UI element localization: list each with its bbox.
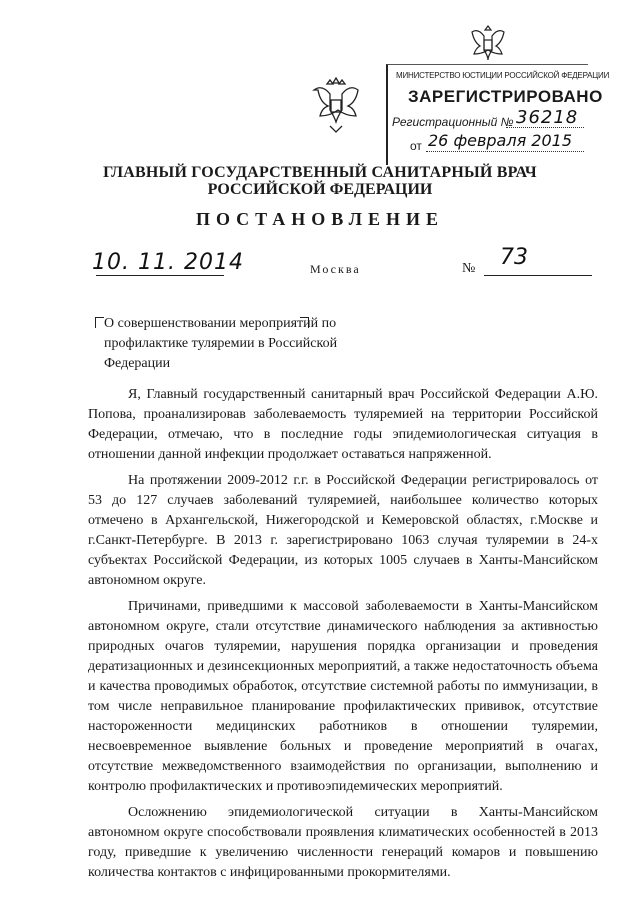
registration-stamp [386,64,610,165]
body-paragraph: Я, Главный государственный санитарный врач Российской Федерации А.Ю. Попова, проанализировав заболеваемость туляремией на территории Российской Федерации, отмечаю, что в последние годы эпидемиологическая ситуация в отношении данной инфекции продолжает оставаться напряженной. [88,387,598,462]
body-paragraph: Причинами, приведшими к массовой заболеваемости в Ханты-Мансийском автономном округе, стали отсутствие динамического наблюдения за активностью природных очагов туляремии, нарушения порядка организации и проведения дератизационных и дезинсекционных мероприятий, а также недостаточность объема и качества проводимых обработок, отсутствие системной работы по иммунизации, в том числе неправильное планирование профилактических прививок, отсутствие настороженности медицинских работников в отношении туляремии, несвоевременное выявление больных и проведение мероприятий в очагах, отсутствие межведомственного взаимодействия по организации, выполнению и контролю профилактических и противоэпидемических мероприятий. [88,599,598,794]
document-subject: О совершенствовании мероприятий по профилактике туляремии в Российской Федерации [104,316,338,371]
coat-of-arms-icon [466,20,510,66]
document-body [88,385,598,889]
stamp-date: 26 февраля 2015 [428,131,573,150]
document-city: Москва [310,262,361,276]
subject-bracket-left [95,317,104,328]
number-sign: № [462,261,476,276]
stamp-reg-number: 36218 [516,107,579,128]
body-paragraph: На протяжении 2009-2012 г.г. в Российской Федерации регистрировалось от 53 до 127 случаев заболеваний туляремией, наибольшее количество которых отмечено в Архангельской, Нижегородской и Кемеровской областях, г.Москве и г.Санкт-Петербурге. В 2013 г. зарегистрировано 1063 случая туляремии в 24-х субъектах Российской Федерации, из которых 1005 случаев в Ханты-Мансийском автономном округе. [88,473,598,588]
issuer-title: ГЛАВНЫЙ ГОСУДАРСТВЕННЫЙ САНИТАРНЫЙ ВРАЧ [103,164,537,181]
stamp-registered: ЗАРЕГИСТРИРОВАНО [408,87,603,106]
number-underline [484,275,592,276]
stamp-reg-label: Регистрационный № [392,115,514,129]
document-type: ПОСТАНОВЛЕНИЕ [195,209,445,229]
document-number: 73 [500,245,528,270]
date-underline [96,275,224,276]
document-date: 10. 11. 2014 [92,250,244,275]
coat-of-arms-icon [310,76,362,134]
stamp-date-prefix: от [410,139,422,153]
stamp-ministry: МИНИСТЕРСТВО ЮСТИЦИИ РОССИЙСКОЙ ФЕДЕРАЦИИ [396,71,610,80]
body-paragraph: Осложнению эпидемиологической ситуации в Ханты-Мансийском автономном округе способствовали проявления климатических особенностей в 2013 году, приведшие к увеличению численности генераций комаров и повышению количества контактов с инфицированными прокормителями. [88,805,598,880]
issuer-title-line2: РОССИЙСКОЙ ФЕДЕРАЦИИ [207,181,433,198]
